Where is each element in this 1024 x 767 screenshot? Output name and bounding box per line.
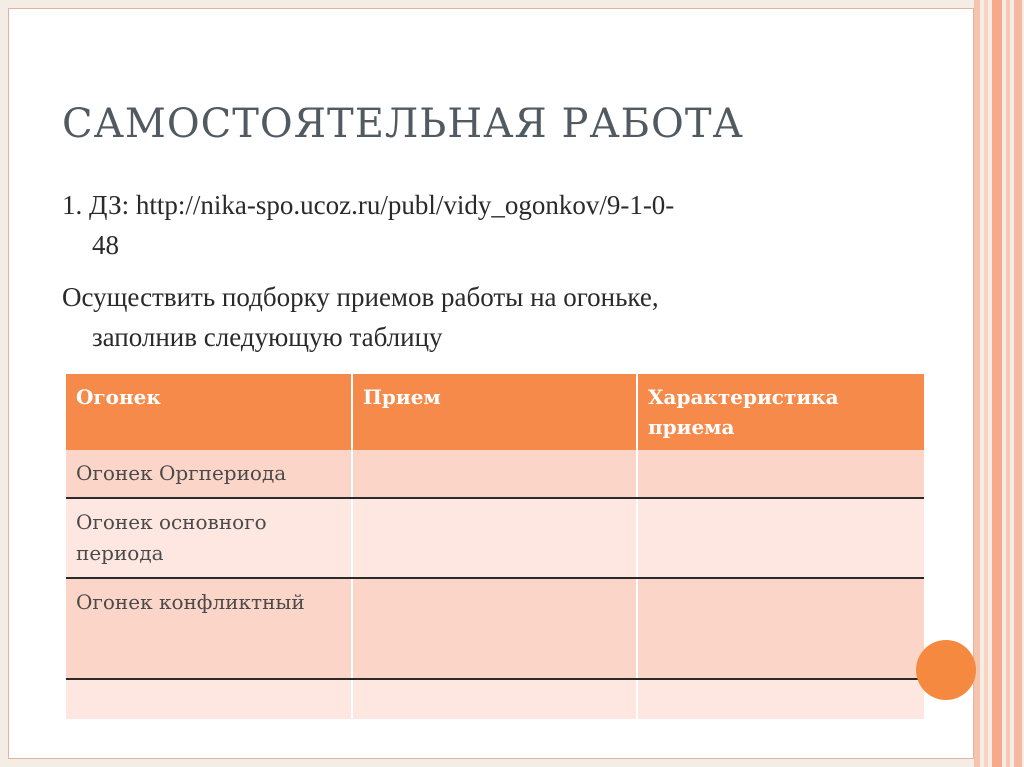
- table-cell: Огонек Оргпериода: [66, 450, 352, 498]
- decorative-stripes: [974, 0, 1024, 767]
- stripe: [1014, 0, 1022, 767]
- homework-link-line: 1. ДЗ: http://nika-spo.ucoz.ru/publ/vidy_ogonkov/9-1-0-: [62, 190, 675, 220]
- table-cell: [352, 679, 637, 719]
- column-header-ogonek: Огонек: [66, 374, 352, 450]
- task-text-line: Осуществить подборку приемов работы на огоньке,: [62, 282, 659, 312]
- table-cell: [637, 498, 924, 578]
- stripe: [984, 0, 988, 767]
- table-row: [66, 578, 924, 679]
- stripe: [992, 0, 1002, 767]
- table-cell: [637, 450, 924, 498]
- homework-link-line-continued: 48: [92, 230, 119, 260]
- table-cell: [66, 679, 352, 719]
- table-cell: [352, 498, 637, 578]
- slide-title: САМОСТОЯТЕЛЬНАЯ РАБОТА: [62, 101, 744, 147]
- techniques-table: [66, 374, 924, 719]
- table-cell: Огонек основного периода: [66, 498, 352, 578]
- table-cell: [637, 679, 924, 719]
- table-row: [66, 498, 924, 578]
- table-cell: [352, 578, 637, 679]
- table-cell: Огонек конфликтный: [66, 578, 352, 679]
- task-text-line-continued: заполнив следующую таблицу: [92, 322, 443, 352]
- stripe: [974, 0, 980, 767]
- table-row: [66, 450, 924, 498]
- table-row: [66, 679, 924, 719]
- table-cell: [637, 578, 924, 679]
- decorative-circle: [916, 640, 976, 700]
- table-header-row: [66, 374, 924, 450]
- column-header-technique: Прием: [352, 374, 637, 450]
- table-cell: [352, 450, 637, 498]
- column-header-characteristic: Характеристика приема: [637, 374, 924, 450]
- stripe: [1006, 0, 1010, 767]
